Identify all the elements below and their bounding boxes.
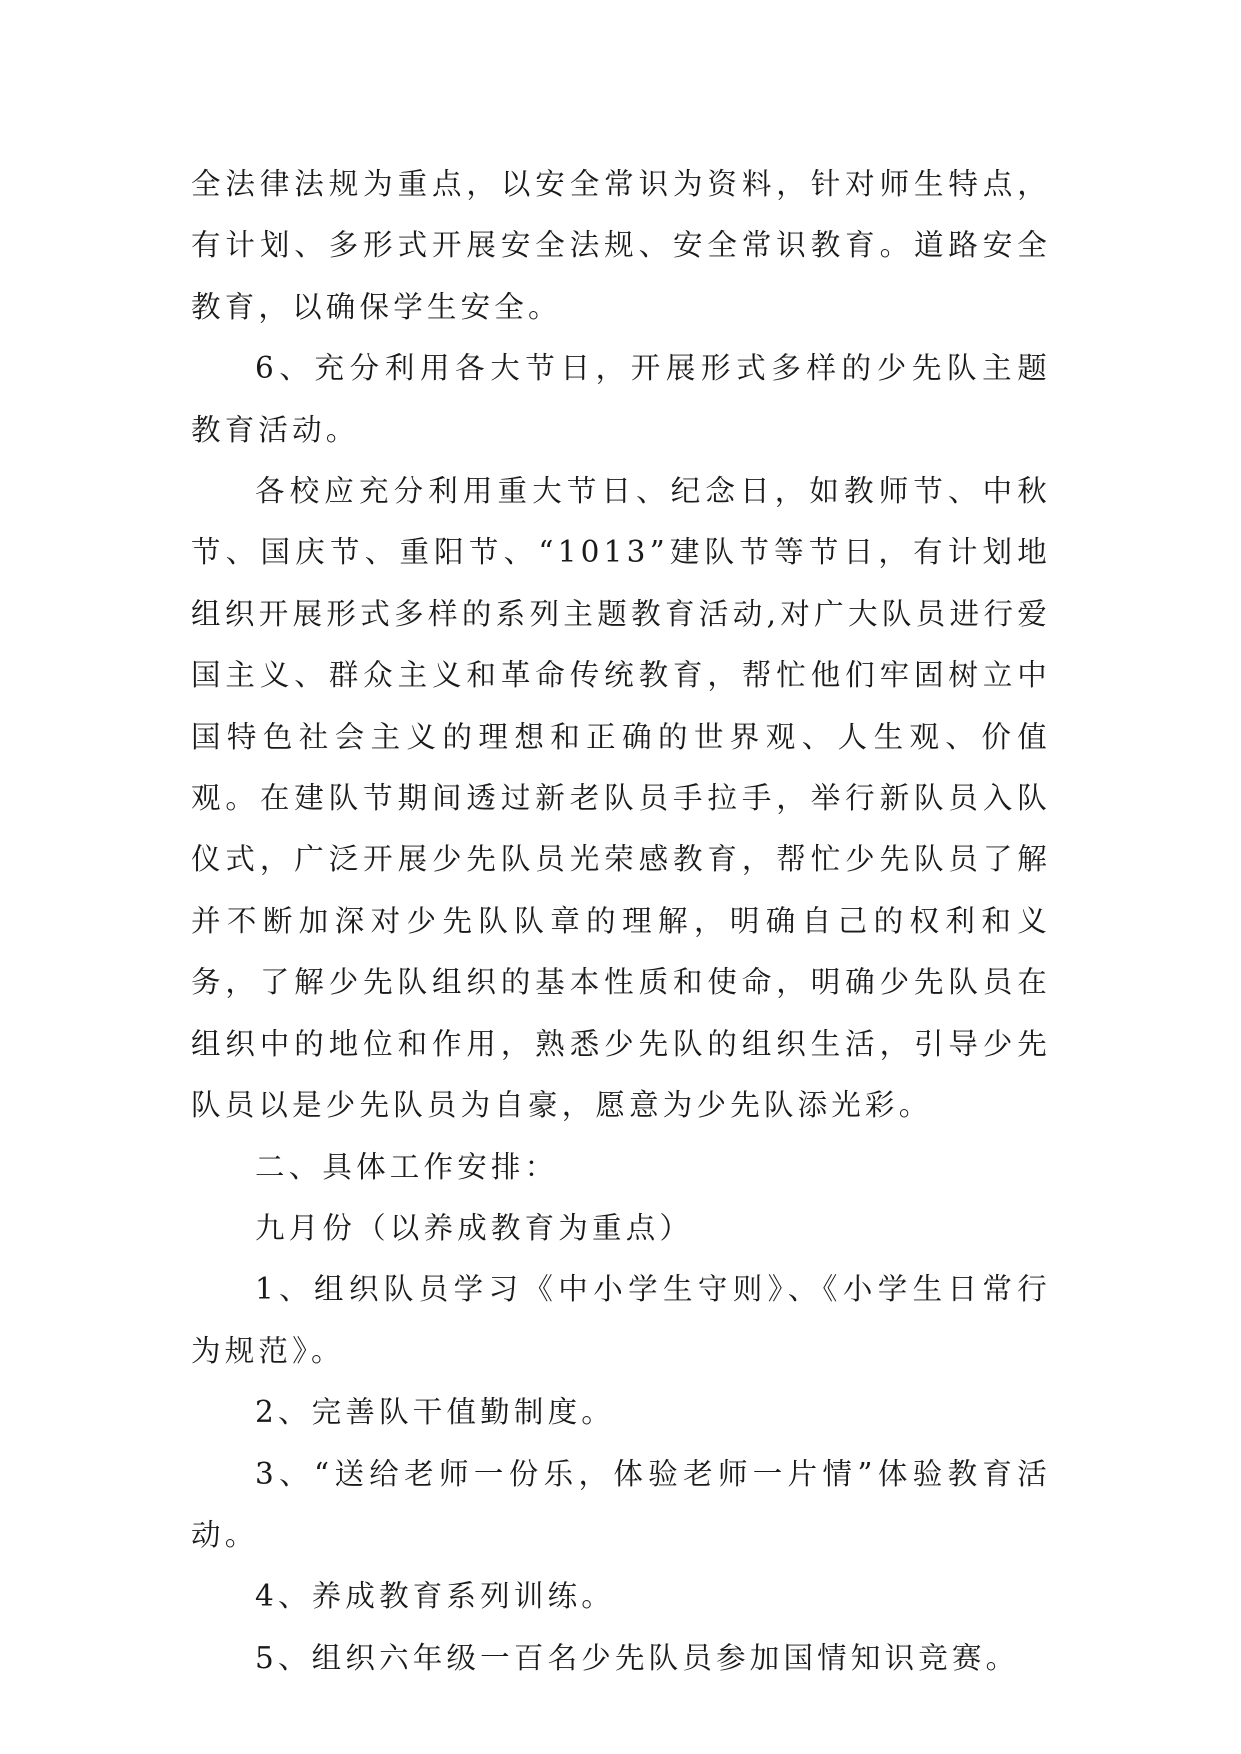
list-item-2: 2、完善队干值勤制度。 [255, 1395, 615, 1430]
paragraph-festival-activities: 各校应充分利用重大节日、纪念日，如教师节、中秋节、国庆节、重阳节、“1013”建队节等节日，有计划地组织开展形式多样的系列主题教育活动,对广大队员进行爱国主义、群众主义和革命传统教育，帮忙他们牢固树立中国特色社会主义的理想和正确的世界观、人生观、价值观。在建队节期间透过新老队员手拉手，举行新队员入队仪式，广泛开展少先队员光荣感教育，帮忙少先队员了解并不断加深对少先队队章的理解，明确自己的权利和义务，了解少先队组织的基本性质和使命，明确少先队员在组织中的地位和作用，熟悉少先队的组织生活，引导少先队员以是少先队员为自豪，愿意为少先队添光彩。 [191, 474, 1051, 1123]
list-item-4: 4、养成教育系列训练。 [255, 1579, 615, 1614]
document-body [191, 154, 1051, 1689]
list-item-3: 3、“送给老师一份乐，体验老师一片情”体验教育活动。 [191, 1456, 1051, 1552]
section-heading-work-arrangement: 二、具体工作安排： [255, 1149, 559, 1184]
list-item-5: 5、组织六年级一百名少先队员参加国情知识竞赛。 [255, 1640, 1020, 1675]
paragraph-item-6-heading: 6、充分利用各大节日，开展形式多样的少先队主题教育活动。 [191, 351, 1051, 447]
subheading-september: 九月份（以养成教育为重点） [255, 1210, 694, 1245]
paragraph-safety-education: 全法律法规为重点，以安全常识为资料，针对师生特点，有计划、多形式开展安全法规、安全常识教育。道路安全教育，以确保学生安全。 [191, 167, 1051, 324]
list-item-1: 1、组织队员学习《中小学生守则》、《小学生日常行为规范》。 [191, 1272, 1051, 1368]
